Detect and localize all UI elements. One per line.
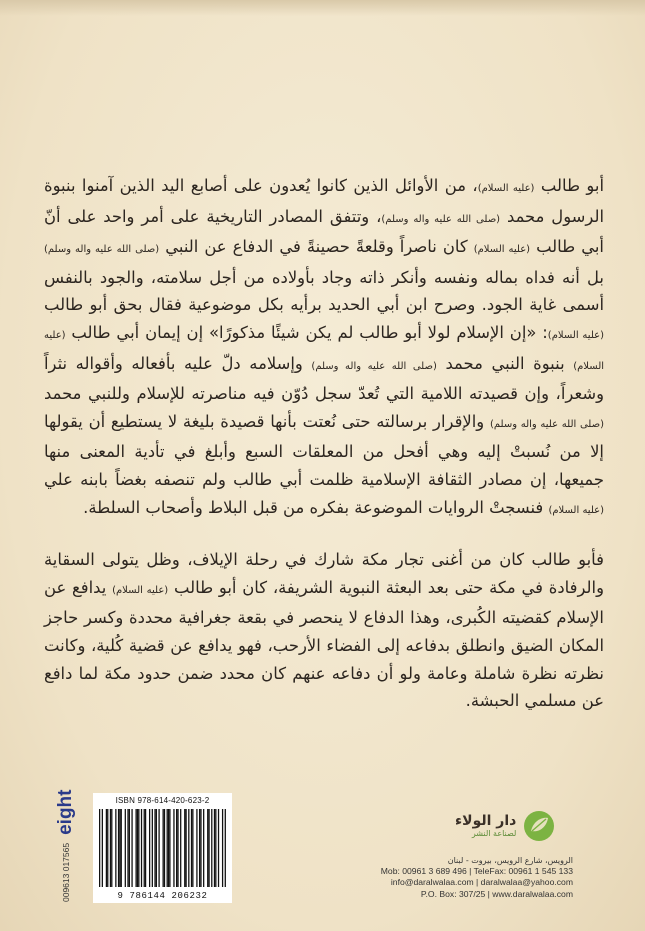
barcode-bar bbox=[184, 809, 185, 887]
text-run: ، وتتفق المصادر التاريخية على أمر واحد على أنّ أبي طالب bbox=[44, 206, 604, 257]
honorific-phrase: (صلى الله عليه واله وسلم) bbox=[44, 244, 160, 256]
barcode-bar bbox=[211, 809, 212, 887]
publisher-website: P.O. Box: 307/25 | www.daralwalaa.com bbox=[420, 888, 573, 899]
barcode-bar bbox=[152, 809, 153, 887]
barcode-bar bbox=[125, 809, 126, 887]
paragraph-1 bbox=[44, 172, 604, 524]
publisher-subtitle: لصناعة النشر bbox=[471, 829, 517, 838]
barcode-bar bbox=[135, 809, 136, 887]
publisher-name: دار الولاء bbox=[455, 813, 517, 829]
barcode-bar bbox=[118, 809, 119, 887]
leaf-logo-icon bbox=[522, 809, 556, 843]
text-run: يدافع عن الإسلام كقضيته الكُبرى، وهذا الدفاع لا ينحصر في بقعة جغرافية محددة وكسر حاجز المكان الضيق وانطلق بدفاعه إلى الفضاء الأرحب، فهو يدافع عن قضية كُلية، وكانت نظرته نظرة شاملة وعامة ولو أن دفاعه عنهم كان محدد ضمن حدود مكة لما دافع عن مسلمي الحبشة. bbox=[44, 577, 604, 711]
barcode-bar bbox=[107, 809, 108, 887]
text-run: بل أنه فداه بماله ونفسه وأنكر ذاته وجاد بأولاده من أجل سلامته، والجود بالنفس أسمى غاية الجود. وصرح ابن أبي الحديد برأيه بكل موضوعية فقال بحق أبو طالب bbox=[44, 267, 604, 315]
barcode-bar bbox=[110, 809, 111, 887]
spine-imprint bbox=[55, 790, 77, 902]
barcode-bar bbox=[188, 809, 189, 887]
text-run: كان ناصراً وقلعةً حصينةً في الدفاع عن النبي bbox=[159, 237, 474, 257]
text-run: أبو طالب bbox=[534, 176, 604, 195]
text-run: : «إن الإسلام لولا أبو طالب لم يكن شيئًا مذكورًا» إن إيمان أبي طالب bbox=[65, 322, 548, 342]
text-run: ، من الأوائل الذين كانوا يُعدون على أصابع اليد الذين آمنوا بنبوة الرسول محمد bbox=[44, 176, 605, 226]
barcode-bar bbox=[167, 809, 168, 887]
barcode-bar bbox=[203, 809, 204, 887]
honorific-phrase: (عليه السلام) bbox=[548, 504, 604, 516]
barcode-bar bbox=[169, 809, 170, 887]
publisher-contact bbox=[313, 855, 573, 900]
barcode-bar bbox=[115, 809, 116, 887]
barcode-bar bbox=[191, 809, 192, 887]
barcode-digits: 9 786144 206232 bbox=[117, 891, 208, 901]
publisher-email: info@daralwalaa.com | daralwalaa@yahoo.com bbox=[390, 877, 573, 888]
spine-code: 009613 017565 bbox=[61, 842, 71, 902]
publisher-logo bbox=[455, 809, 556, 843]
barcode-bar bbox=[199, 809, 200, 887]
honorific-phrase: (عليه السلام) bbox=[473, 244, 531, 256]
barcode-bar bbox=[106, 809, 107, 887]
text-run: فنسجتْ الروايات الموضوعة بفكره من قبل البلاط وأصحاب السلطة. bbox=[83, 497, 549, 517]
barcode-bar bbox=[129, 809, 130, 887]
publisher-phones: Mob: 00961 3 689 496 | TeleFax: 00961 1 545 133 bbox=[380, 866, 573, 877]
honorific-phrase: (عليه السلام) bbox=[477, 183, 535, 194]
barcode-bar bbox=[163, 809, 164, 887]
text-run: وإسلامه دلّ عليه بأفعاله وأقواله نثراً وشعراً، وإن قصيدته اللامية التي تُعدّ سجل دُوّن فيه مناصرته للإسلام وللنبي محمد bbox=[44, 353, 604, 404]
barcode-bar bbox=[119, 809, 120, 887]
honorific-phrase: (عليه السلام) bbox=[547, 329, 604, 341]
barcode-bar bbox=[158, 809, 159, 887]
barcode-bar bbox=[173, 809, 174, 887]
barcode-bar bbox=[141, 809, 142, 887]
honorific-phrase: (صلى الله عليه واله وسلم) bbox=[381, 213, 501, 225]
barcode-bar bbox=[154, 809, 155, 887]
barcode bbox=[99, 809, 226, 887]
text-run: بنبوة النبي محمد bbox=[436, 353, 574, 373]
barcode-bar bbox=[111, 809, 112, 887]
barcode-bar bbox=[156, 809, 157, 887]
barcode-bar bbox=[225, 809, 226, 887]
honorific-phrase: (عليه السلام) bbox=[44, 329, 605, 372]
text-run: والإقرار برسالته حتى نُعتت بأنها قصيدة بليغة لا يستطيع أن يقولها إلا من نُسبتْ إليه وهي أفحل من المعلقات السبع وأبلغ في تأدية المعنى منها جميعها، إن مصادر الثقافة الإسلامية ظلمت أبي طالب ولم تنصفه بغضاً بابنه علي bbox=[44, 411, 604, 489]
barcode-bar bbox=[192, 809, 193, 887]
paragraph-2 bbox=[44, 546, 604, 715]
barcode-bar bbox=[127, 809, 128, 887]
barcode-bar bbox=[131, 809, 132, 887]
barcode-bar bbox=[222, 809, 223, 887]
barcode-bar bbox=[149, 809, 150, 887]
honorific-phrase: (صلى الله عليه واله وسلم) bbox=[311, 360, 437, 372]
barcode-bar bbox=[99, 809, 100, 887]
isbn-label: ISBN 978-614-420-623-2 bbox=[115, 796, 210, 805]
barcode-bar bbox=[102, 809, 103, 887]
back-cover-text bbox=[44, 172, 604, 715]
publisher-address: الرويس، شارع الرويس، بيروت - لبنان bbox=[447, 856, 573, 865]
eight-logo: eight bbox=[55, 789, 76, 835]
barcode-bar bbox=[218, 809, 219, 887]
barcode-bar bbox=[138, 809, 139, 887]
barcode-bar bbox=[144, 809, 145, 887]
barcode-bar bbox=[164, 809, 165, 887]
isbn-barcode-box bbox=[93, 793, 232, 903]
barcode-bar bbox=[137, 809, 138, 887]
barcode-bar bbox=[214, 809, 215, 887]
barcode-bar bbox=[200, 809, 201, 887]
honorific-phrase: (عليه السلام) bbox=[112, 584, 169, 596]
barcode-bar bbox=[145, 809, 146, 887]
text-run: فأبو طالب كان من أغنى تجار مكة شارك في رحلة الإيلاف، وظل يتولى السقاية والرفادة في مكة حتى بعد البعثة النبوية الشريفة، كان أبو طالب bbox=[44, 550, 604, 597]
barcode-bar bbox=[121, 809, 122, 887]
barcode-bar bbox=[185, 809, 186, 887]
top-edge-shadow bbox=[0, 0, 645, 16]
barcode-bar bbox=[215, 809, 216, 887]
barcode-bar bbox=[180, 809, 181, 887]
barcode-bar bbox=[207, 809, 208, 887]
barcode-bar bbox=[176, 809, 177, 887]
barcode-bar bbox=[196, 809, 197, 887]
honorific-phrase: (صلى الله عليه واله وسلم) bbox=[489, 418, 604, 430]
barcode-bar bbox=[208, 809, 209, 887]
barcode-bar bbox=[168, 809, 169, 887]
barcode-bar bbox=[177, 809, 178, 887]
